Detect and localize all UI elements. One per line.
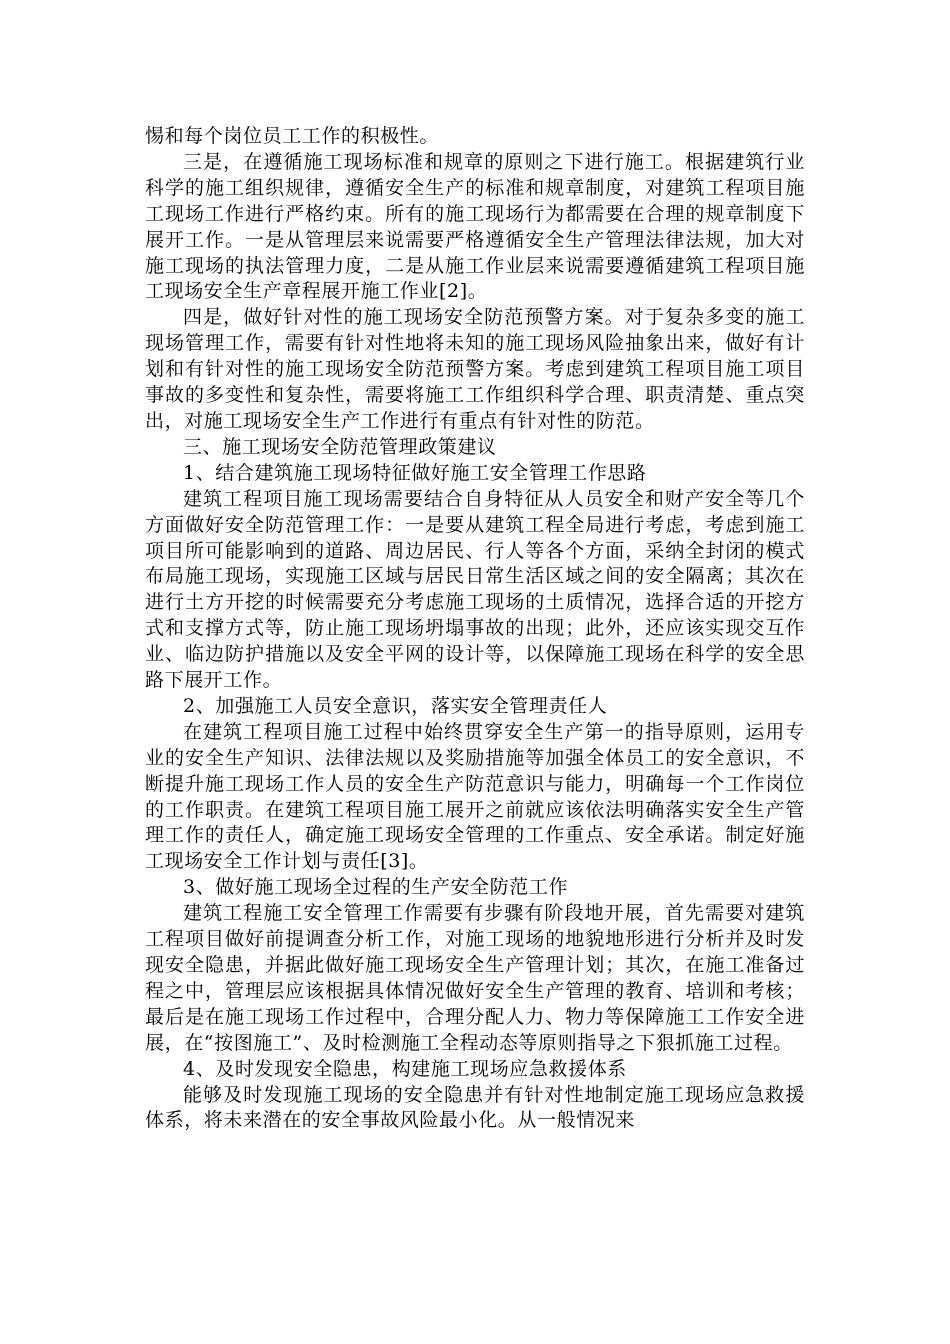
section-heading: 三、施工现场安全防范管理政策建议 (183, 435, 497, 458)
subsection-heading-4: 4、及时发现安全隐患，构建施工现场应急救援体系 (183, 1057, 627, 1080)
paragraph-subsection-3: 建筑工程施工安全管理工作需要有步骤有阶段地开展，首先需要对建筑工程项目做好前提调查分析工作，对施工现场的地貌地形进行分析并及时发现安全隐患，并据此做好施工现场安全生产管理计划；其次，在施工准备过程之中，管理层应该根据具体情况做好安全生产管理的教育、培训和考核；最后是在施工现场工作过程中，合理分配人力、物力等保障施工工作安全进展，在“按图施工”、及时检测施工全程动态等原则指导之下狠抓施工过程。 (145, 902, 805, 1054)
paragraph-subsection-2: 在建筑工程项目施工过程中始终贯穿安全生产第一的指导原则，运用专业的安全生产知识、法律法规以及奖励措施等加强全体员工的安全意识，不断提升施工现场工作人员的安全生产防范意识与能力，明确每一个工作岗位的工作职责。在建筑工程项目施工展开之前就应该依法明确落实安全生产管理工作的责任人，确定施工现场安全管理的工作重点、安全承诺。制定好施工现场安全工作计划与责任[3]。 (145, 720, 805, 873)
subsection-heading-2: 2、加强施工人员安全意识，落实安全管理责任人 (183, 694, 608, 717)
paragraph-point-three: 三是，在遵循施工现场标准和规章的原则之下进行施工。根据建筑行业科学的施工组织规律，遵循安全生产的标准和规章制度，对建筑工程项目施工现场工作进行严格约束。所有的施工现场行为都需要在合理的规章制度下展开工作。一是从管理层来说需要严格遵循安全生产管理法律法规，加大对施工现场的执法管理力度，二是从施工作业层来说需要遵循建筑工程项目施工现场安全生产章程展开施工作业[2]。 (145, 150, 805, 303)
paragraph-subsection-1: 建筑工程项目施工现场需要结合自身特征从人员安全和财产安全等几个方面做好安全防范管理工作：一是要从建筑工程全局进行考虑，考虑到施工项目所可能影响到的道路、周边居民、行人等各个方面，采纳全封闭的模式布局施工现场，实现施工区域与居民日常生活区域之间的安全隔离；其次在进行土方开挖的时候需要充分考虑施工现场的土质情况，选择合适的开挖方式和支撑方式等，防止施工现场坍塌事故的出现；此外，还应该实现交互作业、临边防护措施以及安全平网的设计等，以保障施工现场在科学的安全思路下展开工作。 (145, 487, 805, 692)
paragraph-continuation: 惕和每个岗位员工工作的积极性。 (145, 125, 440, 147)
subsection-heading-3: 3、做好施工现场全过程的生产安全防范工作 (183, 876, 569, 899)
paragraph-point-four: 四是，做好针对性的施工现场安全防范预警方案。对于复杂多变的施工现场管理工作，需要有针对性地将未知的施工现场风险抽象出来，做好有计划和有针对性的施工现场安全防范预警方案。考虑到建筑工程项目施工项目事故的多变性和复杂性，需要将施工工作组织科学合理、职责清楚、重点突出，对施工现场安全生产工作进行有重点有针对性的防范。 (145, 306, 805, 432)
document-page (145, 124, 805, 1134)
subsection-heading-1: 1、结合建筑施工现场特征做好施工安全管理工作思路 (183, 461, 647, 484)
paragraph-subsection-4: 能够及时发现施工现场的安全隐患并有针对性地制定施工现场应急救援体系，将未来潜在的安全事故风险最小化。从一般情况来 (145, 1083, 805, 1132)
